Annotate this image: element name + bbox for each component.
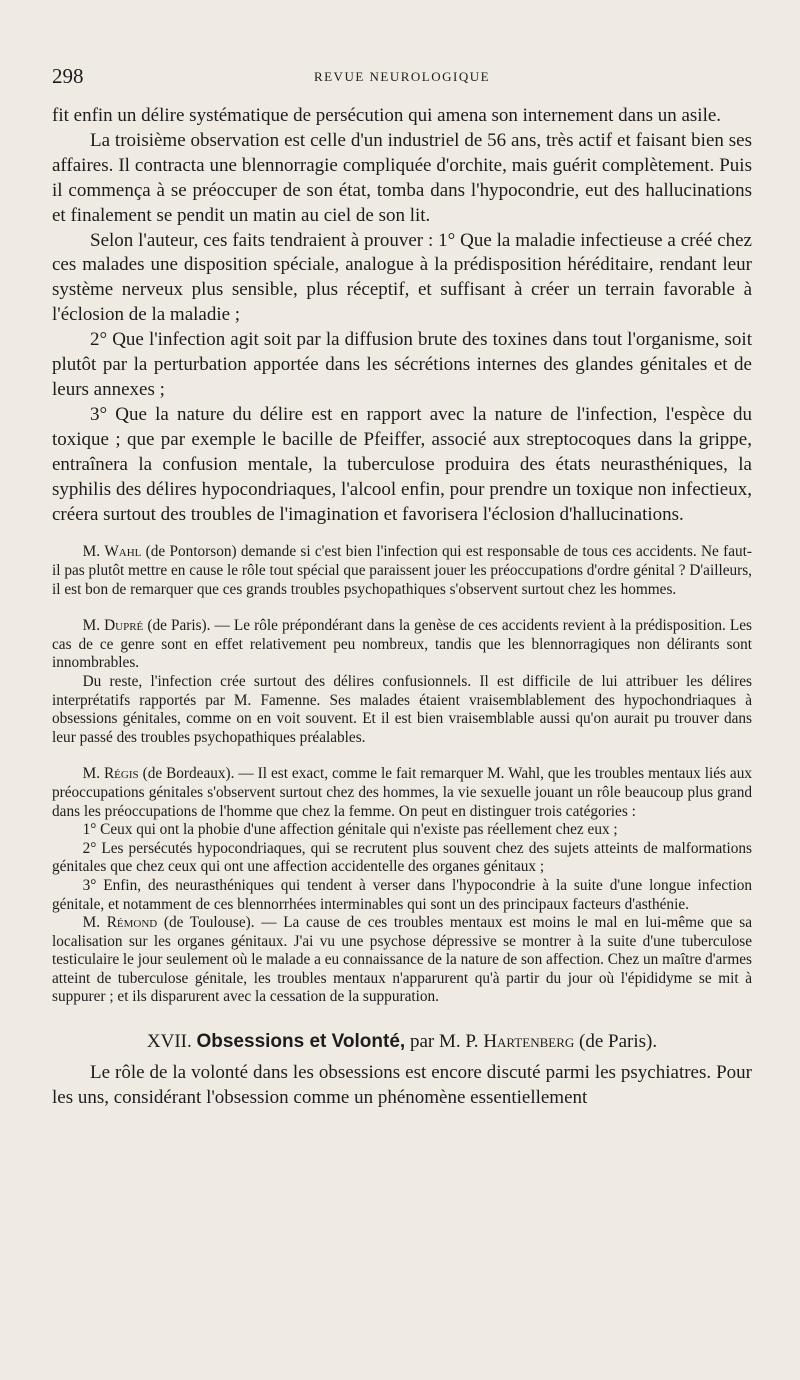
paragraph-author-conclusion: Selon l'auteur, ces faits tendraient à prouver : 1° Que la maladie infectieuse a créé chez ces malades une disposition spéciale, analogue à la prédisposition héréditaire, rendant leur système nerveux plus sensible, plus réceptif, et suffisant à créer un terrain favorable à l'éclosion de la maladie ;	[52, 229, 752, 326]
discussion-dupre-continued: Du reste, l'infection crée surtout des délires confusionnels. Il est difficile de lui attribuer les délires interprétatifs rapportés par M. Famenne. Ses malades étaient vraisemblablement des hypochondriaques à obsessions génitales, comme on en voit souvent. Et il est bien vraisemblable aussi qu'on aurait pu trouver dans leur passé des troubles psychopathiques préalables.	[52, 672, 752, 746]
regis-category-3: 3° Enfin, des neurasthéniques qui tendent à verser dans l'hypocondrie à la suite d'une longue infection génitale, et notamment de ces blennorrhées interminables qui sont un des principaux facteurs d'asthénie.	[52, 876, 752, 913]
section-numeral: XVII.	[146, 1031, 197, 1053]
speaker-text: (de Toulouse). — La cause de ces troubles mentaux est moins le mal en lui-même que sa localisation sur les organes génitaux. J'ai vu une psychose dépressive se montrer à la suite d'une tuberculose testiculaire le jour seulement où le malade a eu connaissance de la nature de son affection. Chez un maître d'armes atteint de tuberculose génitale, les troubles mentaux n'apparurent qu'à partir du jour où l'épididyme se mit à suppurer ; et ils disparurent avec la cessation de la suppuration.	[52, 914, 753, 1006]
speaker-text: (de Paris). — Le rôle prépondérant dans la genèse de ces accidents revient à la prédisposition. Les cas de ce genre sont en effet relativement peu nombreux, tandis que les blennorragiques non délirants sont innombrables.	[52, 617, 753, 672]
paragraph-third-observation: La troisième observation est celle d'un industriel de 56 ans, très actif et faisant bien ses affaires. Il contracta une blennorragie compliquée d'orchite, mais guérit complètement. Puis il commença à se préoccuper de son état, tomba dans l'hypocondrie, eut des hallucinations et finalement se pendit un matin au ciel de son lit.	[52, 129, 752, 226]
discussion-wahl	[52, 543, 752, 599]
speaker-prefix: M.	[82, 914, 107, 932]
section-author: Hartenberg	[483, 1031, 575, 1053]
page-number: 298	[52, 64, 84, 88]
regis-category-1: 1° Ceux qui ont la phobie d'une affection génitale qui n'existe pas réellement chez eux ;	[82, 821, 618, 839]
speaker-name: Wahl	[104, 543, 142, 561]
regis-category-2: 2° Les persécutés hypocondriaques, qui se recrutent plus souvent chez des sujets atteints de malformations génitales que chez ceux qui ont une affection accidentelle des organes génitaux ;	[52, 839, 752, 876]
speaker-prefix: M.	[82, 765, 104, 783]
speaker-name: Rémond	[106, 914, 158, 932]
section-by: par M. P.	[405, 1031, 484, 1053]
speaker-prefix: M.	[82, 543, 105, 561]
speaker-name: Régis	[103, 765, 139, 783]
section-heading	[52, 1029, 752, 1055]
speaker-prefix: M.	[82, 617, 105, 635]
paragraph-conclusion-3: 3° Que la nature du délire est en rapport avec la nature de l'infection, l'espèce du toxique ; que par exemple le bacille de Pfeiffer, associé aux streptocoques dans la grippe, entraînera la confusion mentale, la tuberculose produira des états neurasthéniques, la syphilis des délires hypocondriaques, l'alcool enfin, pour prendre un toxique non infectieux, créera surtout des troubles de l'imagination et favorisera l'éclosion d'hallucinations.	[52, 403, 752, 525]
speaker-text: (de Pontorson) demande si c'est bien l'infection qui est responsable de tous ces accidents. Ne faut-il pas plutôt mettre en cause le rôle tout spécial que paraissent jouer les préoccupations d'ordre génital ? D'ailleurs, il est bon de remarquer que ces grands troubles psychopathiques s'observent surtout chez les hommes.	[52, 543, 753, 598]
section-place: (de Paris).	[574, 1031, 658, 1053]
discussion-remond	[52, 914, 752, 1007]
running-title: REVUE NEUROLOGIQUE	[313, 69, 491, 84]
paragraph-conclusion-2: 2° Que l'infection agit soit par la diffusion brute des toxines dans tout l'organisme, soit plutôt par la perturbation apportée dans les sécrétions internes des glandes génitales et de leurs annexes ;	[52, 329, 752, 400]
page-body	[52, 104, 752, 1111]
discussion-dupre	[52, 617, 752, 673]
speaker-name: Dupré	[104, 617, 144, 635]
discussion-regis	[52, 765, 752, 821]
paragraph-continuation: fit enfin un délire systématique de persécution qui amena son internement dans un asile.	[52, 105, 722, 126]
running-header	[52, 64, 752, 88]
speaker-text: (de Bordeaux). — Il est exact, comme le fait remarquer M. Wahl, que les troubles mentaux liés aux préoccupations génitales s'observent surtout chez des hommes, la vie sexuelle jouant un rôle beaucoup plus grand dans les préoccupations de l'homme que chez la femme. On peut en distinguer trois catégories :	[52, 765, 753, 820]
paragraph-section-intro: Le rôle de la volonté dans les obsessions est encore discuté parmi les psychiatres. Pour les uns, considérant l'obsession comme un phénomène essentiellement	[52, 1062, 752, 1108]
section-title: Obsessions et Volonté,	[196, 1031, 406, 1053]
